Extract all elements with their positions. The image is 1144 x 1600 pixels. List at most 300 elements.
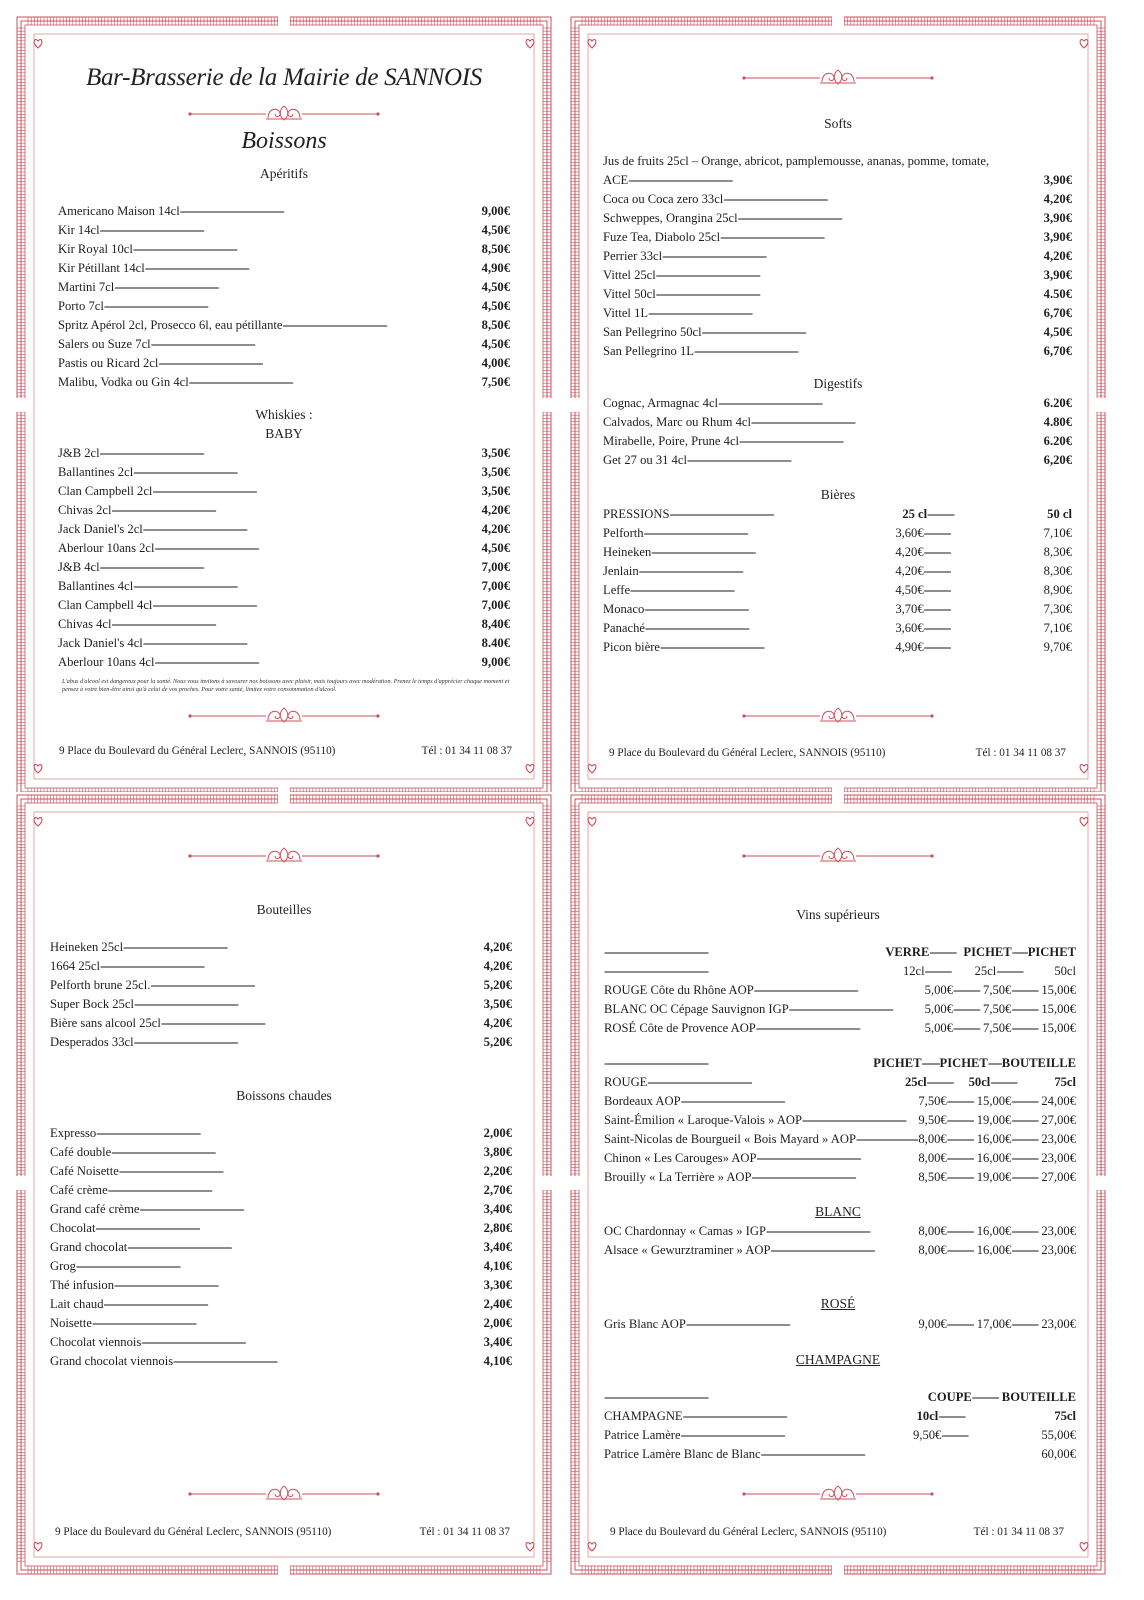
list-item bbox=[58, 482, 510, 501]
item-name: Aberlour 10ans 4cl bbox=[58, 655, 155, 669]
footer-phone: Tél : 01 34 11 08 37 bbox=[975, 747, 1066, 759]
column-header: PICHET bbox=[873, 1056, 922, 1070]
item-name: Coca ou Coca zero 33cl bbox=[603, 192, 724, 206]
item-price: 4,50€ bbox=[481, 280, 510, 294]
list-item bbox=[603, 413, 1072, 432]
item-price: 2,40€ bbox=[483, 1297, 512, 1311]
list-item bbox=[50, 1219, 512, 1238]
item-name: Pastis ou Ricard 2cl bbox=[58, 356, 159, 370]
item-price: 8,00€ bbox=[918, 1132, 947, 1146]
item-price: 23,00€ bbox=[1041, 1317, 1076, 1331]
item-name: Lait chaud bbox=[50, 1297, 104, 1311]
item-name: Aberlour 10ans 2cl bbox=[58, 541, 155, 555]
item-price: 23,00€ bbox=[1041, 1224, 1076, 1238]
item-price: 3,30€ bbox=[483, 1278, 512, 1292]
list-item bbox=[58, 259, 510, 278]
item-price: 16,00€ bbox=[976, 1132, 1012, 1146]
item-name: Grand chocolat bbox=[50, 1240, 128, 1254]
list-item bbox=[58, 373, 510, 392]
item-name: Saint-Nicolas de Bourgueil « Bois Mayard » AOP bbox=[604, 1132, 856, 1146]
list-item bbox=[604, 1315, 1076, 1334]
item-name: Super Bock 25cl bbox=[50, 997, 134, 1011]
list-item bbox=[50, 1014, 512, 1033]
list-item bbox=[50, 1033, 512, 1052]
item-price: 6.20€ bbox=[1043, 396, 1072, 410]
column-header: PICHET bbox=[939, 1056, 988, 1070]
juice-description: Jus de fruits 25cl – Orange, abricot, pamplemousse, ananas, pomme, tomate, bbox=[603, 154, 990, 168]
item-name: Expresso bbox=[50, 1126, 97, 1140]
list-item bbox=[603, 209, 1072, 228]
list-item bbox=[58, 463, 510, 482]
list-item bbox=[603, 432, 1072, 451]
item-price: 7,50€ bbox=[481, 375, 510, 389]
list-item bbox=[604, 1000, 1076, 1019]
column-header: 10cl bbox=[916, 1409, 939, 1423]
digestifs-list bbox=[603, 394, 1072, 470]
list-item bbox=[58, 444, 510, 463]
list-item bbox=[58, 634, 510, 653]
list-item bbox=[58, 596, 510, 615]
menu-subtitle: Boissons bbox=[241, 128, 327, 154]
list-header bbox=[604, 1073, 1076, 1092]
list-item bbox=[603, 638, 1072, 657]
vins-group-rouge bbox=[604, 1054, 1076, 1187]
item-name: Brouilly « La Terrière » AOP bbox=[604, 1170, 752, 1184]
list-item bbox=[603, 581, 1072, 600]
item-name: Alsace « Gewurztraminer » AOP bbox=[604, 1243, 771, 1257]
item-price: 9,50€ bbox=[918, 1113, 947, 1127]
list-item bbox=[604, 1092, 1076, 1111]
item-name: Chivas 2cl bbox=[58, 503, 112, 517]
column-header: PICHET bbox=[963, 945, 1012, 959]
footer-address: 9 Place du Boulevard du Général Leclerc, SANNOIS (95110) bbox=[55, 1526, 332, 1538]
list-header bbox=[604, 962, 1076, 981]
item-price: 4,20€ bbox=[483, 1016, 512, 1030]
item-price: 6.20€ bbox=[1043, 434, 1072, 448]
item-price: 3,80€ bbox=[483, 1145, 512, 1159]
ornament-divider-icon bbox=[740, 846, 936, 866]
item-name: Chocolat bbox=[50, 1221, 96, 1235]
item-name: Kir Pétillant 14cl bbox=[58, 261, 145, 275]
list-item bbox=[604, 1111, 1076, 1130]
item-price: 7,50€ bbox=[983, 1002, 1012, 1016]
list-item bbox=[603, 543, 1072, 562]
item-name: BLANC OC Cépage Sauvignon IGP bbox=[604, 1002, 789, 1016]
list-item bbox=[58, 539, 510, 558]
ornament-divider-icon bbox=[186, 706, 382, 726]
item-price: 4,90€ bbox=[895, 640, 924, 654]
item-price: 3,90€ bbox=[1043, 211, 1072, 225]
item-price: 4,50€ bbox=[481, 299, 510, 313]
list-item bbox=[58, 354, 510, 373]
item-price: 15,00€ bbox=[1041, 983, 1076, 997]
item-name: 1664 25cl bbox=[50, 959, 101, 973]
item-price: 4,50€ bbox=[481, 337, 510, 351]
item-price: 2,80€ bbox=[483, 1221, 512, 1235]
item-price: 7,00€ bbox=[481, 598, 510, 612]
item-name: Ballantines 4cl bbox=[58, 579, 134, 593]
item-name: Patrice Lamère bbox=[604, 1428, 681, 1442]
item-price: 3,50€ bbox=[481, 484, 510, 498]
ornament-divider-icon bbox=[740, 706, 936, 726]
item-price: 19,00€ bbox=[976, 1170, 1012, 1184]
item-name: Bordeaux AOP bbox=[604, 1094, 681, 1108]
item-price: 8,90€ bbox=[1043, 583, 1072, 597]
item-price: 8,30€ bbox=[1043, 545, 1072, 559]
column-header: 50 cl bbox=[1047, 507, 1072, 521]
item-name: Chocolat viennois bbox=[50, 1335, 142, 1349]
item-price: 4,20€ bbox=[895, 564, 924, 578]
list-item bbox=[603, 285, 1072, 304]
item-name: Vittel 25cl bbox=[603, 268, 656, 282]
item-price: 4,20€ bbox=[1043, 192, 1072, 206]
item-price: 7,10€ bbox=[1043, 621, 1072, 635]
item-price: 4.80€ bbox=[1043, 415, 1072, 429]
list-item bbox=[604, 1426, 1076, 1445]
item-price: 4,50€ bbox=[1043, 325, 1072, 339]
list-item bbox=[58, 278, 510, 297]
column-header: 25 cl bbox=[902, 507, 928, 521]
item-name: Grand chocolat viennois bbox=[50, 1354, 174, 1368]
list-item bbox=[50, 1295, 512, 1314]
item-price: 27,00€ bbox=[1041, 1113, 1076, 1127]
list-item bbox=[50, 995, 512, 1014]
item-name: Get 27 ou 31 4cl bbox=[603, 453, 687, 467]
list-item bbox=[604, 1445, 1076, 1464]
item-name: Kir Royal 10cl bbox=[58, 242, 133, 256]
column-header: ROUGE bbox=[604, 1075, 648, 1089]
item-name: Jenlain bbox=[603, 564, 639, 578]
item-name: Kir 14cl bbox=[58, 223, 100, 237]
footer-phone: Tél : 01 34 11 08 37 bbox=[973, 1526, 1064, 1538]
item-name: Café crème bbox=[50, 1183, 108, 1197]
item-price: 8,30€ bbox=[1043, 564, 1072, 578]
item-name: Cognac, Armagnac 4cl bbox=[603, 396, 719, 410]
list-header bbox=[604, 1388, 1076, 1407]
restaurant-title: Bar-Brasserie de la Mairie de SANNOIS bbox=[86, 64, 482, 91]
item-price: 8,50€ bbox=[481, 242, 510, 256]
list-item bbox=[603, 323, 1072, 342]
item-price: 7,50€ bbox=[983, 1021, 1012, 1035]
item-name: Desperados 33cl bbox=[50, 1035, 134, 1049]
section-heading-champagne: CHAMPAGNE bbox=[795, 1352, 881, 1367]
column-header: VERRE bbox=[885, 945, 930, 959]
item-price: 16,00€ bbox=[976, 1243, 1012, 1257]
item-name: Bière sans alcool 25cl bbox=[50, 1016, 161, 1030]
item-name: San Pellegrino 50cl bbox=[603, 325, 702, 339]
item-name: Vittel 1L bbox=[603, 306, 649, 320]
item-price: 7,00€ bbox=[481, 579, 510, 593]
item-name: Noisette bbox=[50, 1316, 92, 1330]
list-item bbox=[58, 520, 510, 539]
list-item bbox=[603, 524, 1072, 543]
item-price: 4,20€ bbox=[483, 940, 512, 954]
menu-page-softs bbox=[568, 14, 1108, 799]
list-item bbox=[50, 1333, 512, 1352]
item-price: 3,50€ bbox=[481, 446, 510, 460]
item-name: Vittel 50cl bbox=[603, 287, 656, 301]
item-price: 4,20€ bbox=[1043, 249, 1072, 263]
section-heading-blanc: BLANC bbox=[815, 1204, 861, 1219]
item-name: Clan Campbell 2cl bbox=[58, 484, 153, 498]
item-name: Heineken bbox=[603, 545, 652, 559]
champagne-list bbox=[604, 1388, 1076, 1464]
list-item bbox=[50, 1238, 512, 1257]
list-item bbox=[50, 1352, 512, 1371]
item-name: Jack Daniel's 2cl bbox=[58, 522, 143, 536]
item-price: 3,40€ bbox=[483, 1202, 512, 1216]
footer-address: 9 Place du Boulevard du Général Leclerc, SANNOIS (95110) bbox=[59, 745, 336, 757]
item-price: 17,00€ bbox=[976, 1317, 1012, 1331]
list-item bbox=[50, 938, 512, 957]
item-price: 15,00€ bbox=[976, 1094, 1012, 1108]
item-name: Leffe bbox=[603, 583, 631, 597]
section-subheading-baby: BABY bbox=[265, 426, 303, 441]
item-price: 3,70€ bbox=[895, 602, 924, 616]
item-price: 4,20€ bbox=[483, 959, 512, 973]
item-price: 23,00€ bbox=[1041, 1243, 1076, 1257]
item-price: 23,00€ bbox=[1041, 1151, 1076, 1165]
item-price: 4.50€ bbox=[1043, 287, 1072, 301]
list-item bbox=[50, 957, 512, 976]
item-price: 15,00€ bbox=[1041, 1002, 1076, 1016]
list-item bbox=[604, 1222, 1076, 1241]
item-price: 3,60€ bbox=[895, 621, 924, 635]
column-header: 50cl bbox=[1054, 964, 1076, 978]
list-item bbox=[58, 335, 510, 354]
item-price: 5,20€ bbox=[483, 1035, 512, 1049]
item-price: 7,30€ bbox=[1043, 602, 1072, 616]
item-price: 3,50€ bbox=[481, 465, 510, 479]
column-header: PRESSIONS bbox=[603, 507, 670, 521]
list-item bbox=[603, 451, 1072, 470]
item-price: 6,70€ bbox=[1043, 306, 1072, 320]
list-item bbox=[58, 221, 510, 240]
item-name: Pelforth brune 25cl. bbox=[50, 978, 151, 992]
item-price: 5,00€ bbox=[924, 1021, 954, 1035]
list-item bbox=[603, 619, 1072, 638]
item-name: Patrice Lamère Blanc de Blanc bbox=[604, 1447, 761, 1461]
item-name: Schweppes, Orangina 25cl bbox=[603, 211, 738, 225]
footer-address: 9 Place du Boulevard du Général Leclerc, SANNOIS (95110) bbox=[610, 1526, 887, 1538]
column-header: CHAMPAGNE bbox=[604, 1409, 683, 1423]
item-price: 9,70€ bbox=[1043, 640, 1072, 654]
list-item bbox=[58, 615, 510, 634]
item-price: 6,70€ bbox=[1043, 344, 1072, 358]
item-price: 4,10€ bbox=[483, 1259, 512, 1273]
section-heading-softs: Softs bbox=[824, 116, 852, 131]
item-price: 3,40€ bbox=[483, 1240, 512, 1254]
section-heading-bieres: Bières bbox=[820, 487, 856, 502]
section-heading-rose: ROSÉ bbox=[820, 1296, 856, 1311]
aperitifs-list bbox=[58, 202, 510, 392]
item-name: Mirabelle, Poire, Prune 4cl bbox=[603, 434, 740, 448]
list-header bbox=[603, 505, 1072, 524]
item-name: Jack Daniel's 4cl bbox=[58, 636, 143, 650]
item-name: San Pellegrino 1L bbox=[603, 344, 694, 358]
item-price: 3,50€ bbox=[483, 997, 512, 1011]
item-price: 2,00€ bbox=[483, 1126, 512, 1140]
item-name: Martini 7cl bbox=[58, 280, 115, 294]
list-item bbox=[603, 247, 1072, 266]
list-item bbox=[50, 1257, 512, 1276]
list-item bbox=[604, 1241, 1076, 1260]
item-price: 5,00€ bbox=[924, 983, 954, 997]
list-item bbox=[50, 1314, 512, 1333]
list-item bbox=[50, 976, 512, 995]
menu-page-bouteilles bbox=[14, 792, 554, 1577]
item-price: 5,20€ bbox=[483, 978, 512, 992]
item-price: 8.40€ bbox=[481, 636, 510, 650]
bieres-list bbox=[603, 505, 1072, 657]
item-name: Monaco bbox=[603, 602, 645, 616]
section-heading-bouteilles: Bouteilles bbox=[256, 902, 312, 917]
ornament-divider-icon bbox=[186, 104, 382, 124]
item-price: 4,00€ bbox=[481, 356, 510, 370]
item-price: 8,40€ bbox=[481, 617, 510, 631]
item-price: 15,00€ bbox=[1041, 1021, 1076, 1035]
list-item bbox=[604, 981, 1076, 1000]
list-item bbox=[50, 1276, 512, 1295]
footer-phone: Tél : 01 34 11 08 37 bbox=[419, 1526, 510, 1538]
item-price: 4,50€ bbox=[481, 223, 510, 237]
item-price: 9,50€ bbox=[913, 1428, 942, 1442]
list-item bbox=[603, 562, 1072, 581]
list-item bbox=[58, 240, 510, 259]
item-name: Porto 7cl bbox=[58, 299, 104, 313]
list-item bbox=[603, 600, 1072, 619]
item-price: 9,00€ bbox=[481, 655, 510, 669]
column-header: BOUTEILLE bbox=[1001, 1390, 1076, 1404]
item-price: 16,00€ bbox=[976, 1151, 1012, 1165]
item-name: Grand café crème bbox=[50, 1202, 140, 1216]
item-name: J&B 2cl bbox=[58, 446, 100, 460]
column-header: PICHET bbox=[1027, 945, 1076, 959]
list-item bbox=[50, 1143, 512, 1162]
item-name: Chivas 4cl bbox=[58, 617, 112, 631]
vins-rose-list bbox=[604, 1315, 1076, 1334]
ornament-divider-icon bbox=[186, 846, 382, 866]
column-header: COUPE bbox=[927, 1390, 972, 1404]
item-price: 8,00€ bbox=[918, 1224, 947, 1238]
item-price: 9,00€ bbox=[918, 1317, 947, 1331]
item-price: 27,00€ bbox=[1041, 1170, 1076, 1184]
item-price: 7,50€ bbox=[918, 1094, 947, 1108]
column-header: 50cl bbox=[968, 1075, 991, 1089]
item-price: 6,20€ bbox=[1043, 453, 1072, 467]
item-price: 2,70€ bbox=[483, 1183, 512, 1197]
item-price: 24,00€ bbox=[1041, 1094, 1076, 1108]
list-item bbox=[604, 1149, 1076, 1168]
item-price: 4,50€ bbox=[895, 583, 924, 597]
footer-address: 9 Place du Boulevard du Général Leclerc, SANNOIS (95110) bbox=[609, 747, 886, 759]
item-price: 7,10€ bbox=[1043, 526, 1072, 540]
ornament-divider-icon bbox=[740, 1484, 936, 1504]
item-price: 4,10€ bbox=[483, 1354, 512, 1368]
item-name: OC Chardonnay « Camas » IGP bbox=[604, 1224, 766, 1238]
item-price: 3,60€ bbox=[895, 526, 924, 540]
section-heading-vins: Vins supérieurs bbox=[796, 907, 880, 922]
list-item bbox=[58, 316, 510, 335]
column-header: 25cl bbox=[904, 1075, 927, 1089]
item-name: Thé infusion bbox=[50, 1278, 115, 1292]
list-item bbox=[603, 171, 1072, 190]
item-name: Americano Maison 14cl bbox=[58, 204, 180, 218]
list-item bbox=[603, 266, 1072, 285]
item-name: Salers ou Suze 7cl bbox=[58, 337, 151, 351]
item-name: Café double bbox=[50, 1145, 112, 1159]
list-item bbox=[58, 202, 510, 221]
item-name: J&B 4cl bbox=[58, 560, 100, 574]
softs-list bbox=[603, 171, 1072, 361]
list-item bbox=[58, 501, 510, 520]
menu-page-vins bbox=[568, 792, 1108, 1577]
item-price: 3,40€ bbox=[483, 1335, 512, 1349]
list-item bbox=[58, 297, 510, 316]
item-name: ROSÉ Côte de Provence AOP bbox=[604, 1021, 756, 1035]
item-name: ACE bbox=[603, 173, 629, 187]
item-name: Pelforth bbox=[603, 526, 644, 540]
item-price: 4,20€ bbox=[481, 503, 510, 517]
list-header bbox=[604, 1407, 1076, 1426]
column-header: 25cl bbox=[974, 964, 997, 978]
item-price: 2,00€ bbox=[483, 1316, 512, 1330]
item-name: Ballantines 2cl bbox=[58, 465, 134, 479]
item-name: Fuze Tea, Diabolo 25cl bbox=[603, 230, 721, 244]
item-name: Panaché bbox=[603, 621, 645, 635]
item-name: Malibu, Vodka ou Gin 4cl bbox=[58, 375, 189, 389]
item-name: Grog bbox=[50, 1259, 76, 1273]
item-price: 4,90€ bbox=[481, 261, 510, 275]
list-item bbox=[604, 1130, 1076, 1149]
item-name: Gris Blanc AOP bbox=[604, 1317, 686, 1331]
list-item bbox=[604, 1019, 1076, 1038]
item-name: Heineken 25cl bbox=[50, 940, 124, 954]
footer-phone: Tél : 01 34 11 08 37 bbox=[421, 745, 512, 757]
list-item bbox=[603, 394, 1072, 413]
item-price: 4,20€ bbox=[481, 522, 510, 536]
item-name: Calvados, Marc ou Rhum 4cl bbox=[603, 415, 751, 429]
list-header bbox=[604, 1054, 1076, 1073]
section-heading-aperitifs: Apéritifs bbox=[260, 166, 308, 181]
item-name: ROUGE Côte du Rhône AOP bbox=[604, 983, 754, 997]
column-header: 75cl bbox=[1054, 1075, 1076, 1089]
ornament-divider-icon bbox=[186, 1484, 382, 1504]
item-price: 9,00€ bbox=[481, 204, 510, 218]
section-heading-digestifs: Digestifs bbox=[813, 376, 863, 391]
column-header: 75cl bbox=[1054, 1409, 1076, 1423]
item-price: 19,00€ bbox=[976, 1113, 1012, 1127]
item-price: 7,00€ bbox=[481, 560, 510, 574]
alcohol-disclaimer: L'abus d'alcool est dangereux pour la santé. Nous vous invitons à savourer nos boissons avec plaisir, mais toujours avec modération. Prenez le temps d'apprécier chaque moment et pensez à votre bien-être ainsi qu'à celui de vos proches. Pour votre santé, limitez votre consommation d'alcool. bbox=[62, 678, 510, 694]
list-item bbox=[603, 304, 1072, 323]
list-header bbox=[604, 943, 1076, 962]
item-price: 55,00€ bbox=[1041, 1428, 1076, 1442]
item-price: 5,00€ bbox=[924, 1002, 954, 1016]
list-item bbox=[58, 558, 510, 577]
section-heading-boissons-chaudes: Boissons chaudes bbox=[236, 1088, 332, 1103]
item-price: 3,90€ bbox=[1043, 268, 1072, 282]
column-header: 12cl bbox=[902, 964, 925, 978]
boissons-chaudes-list bbox=[50, 1124, 512, 1371]
vins-blanc-list bbox=[604, 1222, 1076, 1260]
item-price: 8,00€ bbox=[918, 1151, 947, 1165]
item-price: 3,90€ bbox=[1043, 173, 1072, 187]
ornament-divider-icon bbox=[740, 68, 936, 88]
list-item bbox=[603, 342, 1072, 361]
item-price: 8,50€ bbox=[481, 318, 510, 332]
bouteilles-list bbox=[50, 938, 512, 1052]
